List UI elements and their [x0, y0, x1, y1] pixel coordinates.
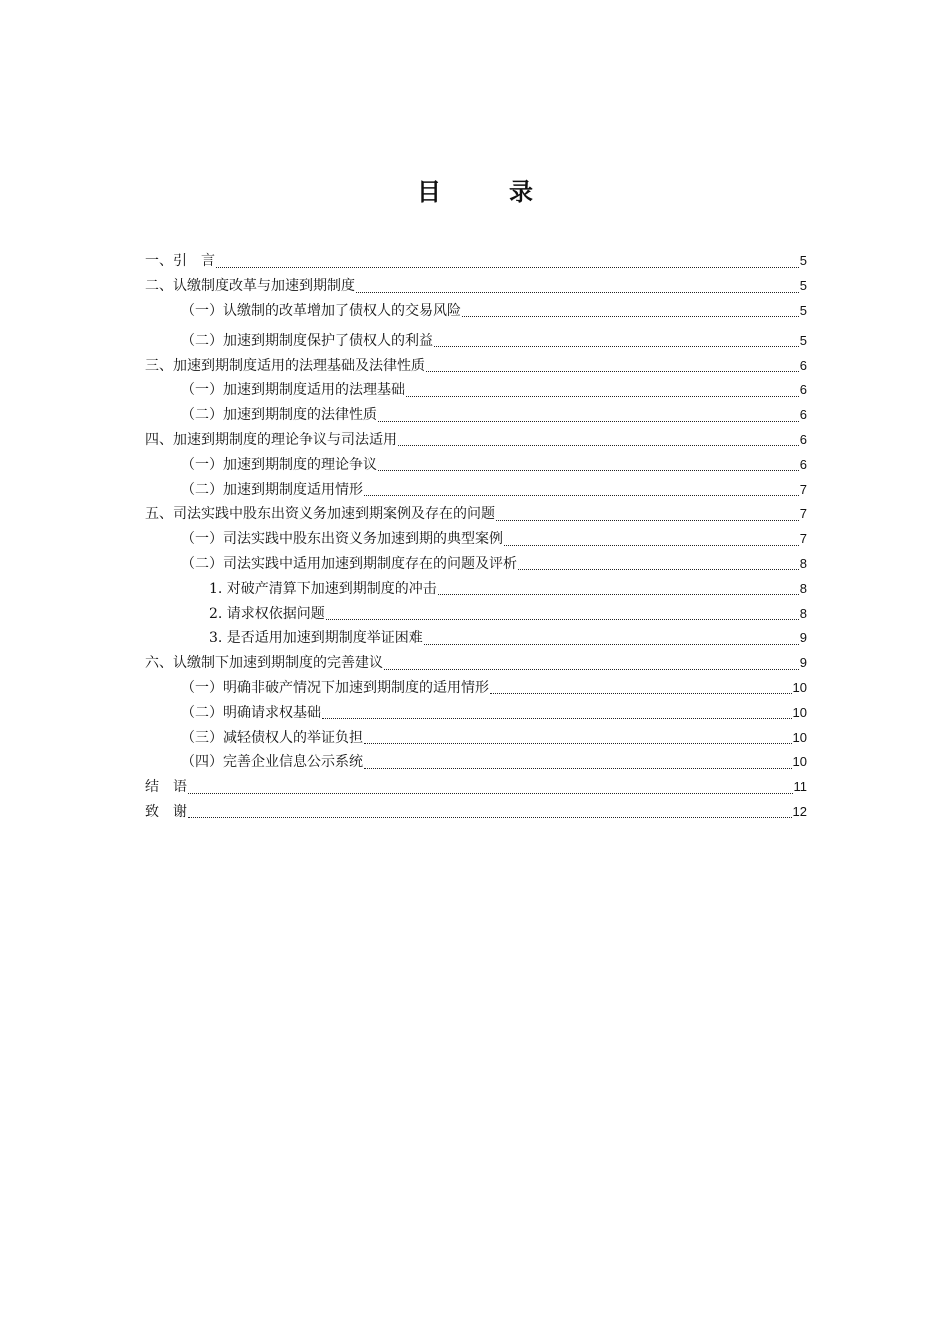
toc-entry[interactable] [145, 775, 807, 800]
toc-entry-title: （二）加速到期制度的法律性质 [181, 407, 377, 424]
toc-entry[interactable] [145, 750, 807, 775]
toc-entry[interactable] [145, 452, 807, 477]
toc-dot-leader [326, 618, 799, 620]
toc-entry-page-number: 5 [799, 302, 807, 318]
toc-entry[interactable] [145, 601, 807, 626]
toc-entry-title: 二、认缴制度改革与加速到期制度 [145, 278, 355, 295]
toc-entry-title: （二）明确请求权基础 [181, 704, 321, 721]
toc-dot-leader [364, 494, 799, 496]
toc-entry-page-number: 6 [799, 456, 807, 472]
toc-entry-page-number: 6 [799, 431, 807, 447]
toc-entry[interactable] [145, 274, 807, 299]
toc-entry-title: （一）司法实践中股东出资义务加速到期的典型案例 [181, 531, 503, 548]
toc-entry[interactable] [145, 576, 807, 601]
toc-dot-leader [462, 315, 799, 317]
toc-entry[interactable] [145, 626, 807, 651]
toc-dot-leader [496, 519, 799, 521]
toc-entry-title: （二）加速到期制度适用情形 [181, 481, 363, 498]
toc-entry-page-number: 7 [799, 531, 807, 547]
toc-entry-page-number: 6 [799, 407, 807, 423]
toc-entry-title: （二）司法实践中适用加速到期制度存在的问题及评析 [181, 555, 517, 572]
toc-entry-page-number: 10 [792, 704, 807, 720]
toc-dot-leader [426, 370, 799, 372]
toc-entry-title: 2. 请求权依据问题 [209, 605, 325, 622]
page-title: 目 录 [417, 177, 555, 206]
toc-entry[interactable] [145, 477, 807, 502]
toc-dot-leader [398, 444, 799, 446]
toc-dot-leader [216, 266, 799, 268]
toc-entry[interactable] [145, 502, 807, 527]
toc-dot-leader [322, 717, 792, 719]
toc-entry[interactable] [145, 651, 807, 676]
toc-entry-title: （一）明确非破产情况下加速到期制度的适用情形 [181, 679, 489, 696]
toc-entry[interactable] [145, 527, 807, 552]
toc-dot-leader [384, 668, 799, 670]
toc-entry[interactable] [145, 700, 807, 725]
toc-entry-page-number: 10 [792, 729, 807, 745]
toc-entry-title: 一、引 言 [145, 253, 215, 270]
toc-entry-title: 四、加速到期制度的理论争议与司法适用 [145, 431, 397, 448]
toc-dot-leader [518, 568, 799, 570]
toc-entry-title: （二）加速到期制度保护了债权人的利益 [181, 332, 433, 349]
toc-entry-page-number: 10 [792, 679, 807, 695]
toc-entry[interactable] [145, 725, 807, 750]
toc-dot-leader [364, 742, 792, 744]
toc-entry-title: （一）加速到期制度的理论争议 [181, 456, 377, 473]
table-of-contents [145, 249, 807, 824]
toc-dot-leader [406, 395, 799, 397]
toc-dot-leader [188, 792, 793, 794]
toc-entry-page-number: 8 [799, 555, 807, 571]
toc-dot-leader [378, 469, 799, 471]
toc-entry-page-number: 6 [799, 357, 807, 373]
toc-entry-page-number: 7 [799, 481, 807, 497]
toc-entry-page-number: 9 [799, 655, 807, 671]
toc-entry-page-number: 11 [793, 779, 807, 795]
toc-dot-leader [356, 291, 799, 293]
toc-entry-title: 三、加速到期制度适用的法理基础及法律性质 [145, 357, 425, 374]
toc-entry-title: 致 谢 [145, 803, 187, 820]
toc-entry-title: 3. 是否适用加速到期制度举证困难 [209, 630, 423, 647]
toc-entry[interactable] [145, 328, 807, 353]
toc-entry[interactable] [145, 552, 807, 577]
toc-entry-page-number: 10 [792, 754, 807, 770]
toc-dot-leader [378, 420, 799, 422]
toc-entry[interactable] [145, 249, 807, 274]
toc-entry-title: 六、认缴制下加速到期制度的完善建议 [145, 655, 383, 672]
toc-entry[interactable] [145, 800, 807, 825]
toc-entry-page-number: 5 [799, 278, 807, 294]
toc-dot-leader [424, 643, 799, 645]
toc-entry-title: （一）认缴制的改革增加了债权人的交易风险 [181, 302, 461, 319]
toc-entry-page-number: 12 [792, 803, 807, 819]
toc-entry[interactable] [145, 403, 807, 428]
toc-dot-leader [490, 692, 792, 694]
toc-entry[interactable] [145, 378, 807, 403]
toc-entry-page-number: 5 [799, 253, 807, 269]
toc-entry[interactable] [145, 676, 807, 701]
toc-entry-page-number: 6 [799, 382, 807, 398]
toc-entry[interactable] [145, 428, 807, 453]
toc-entry[interactable] [145, 299, 807, 324]
toc-entry-title: 结 语 [145, 779, 187, 796]
toc-entry-page-number: 8 [799, 580, 807, 596]
toc-entry-title: 1. 对破产清算下加速到期制度的冲击 [209, 580, 437, 597]
toc-dot-leader [364, 767, 792, 769]
toc-entry-page-number: 5 [799, 332, 807, 348]
toc-entry-title: （三）减轻债权人的举证负担 [181, 729, 363, 746]
toc-dot-leader [434, 345, 799, 347]
toc-entry-page-number: 8 [799, 605, 807, 621]
toc-entry[interactable] [145, 353, 807, 378]
toc-entry-title: （四）完善企业信息公示系统 [181, 754, 363, 771]
toc-entry-page-number: 7 [799, 506, 807, 522]
toc-entry-title: 五、司法实践中股东出资义务加速到期案例及存在的问题 [145, 506, 495, 523]
toc-entry-page-number: 9 [799, 630, 807, 646]
toc-dot-leader [438, 593, 799, 595]
toc-dot-leader [188, 816, 792, 818]
toc-dot-leader [504, 544, 799, 546]
toc-entry-title: （一）加速到期制度适用的法理基础 [181, 382, 405, 399]
